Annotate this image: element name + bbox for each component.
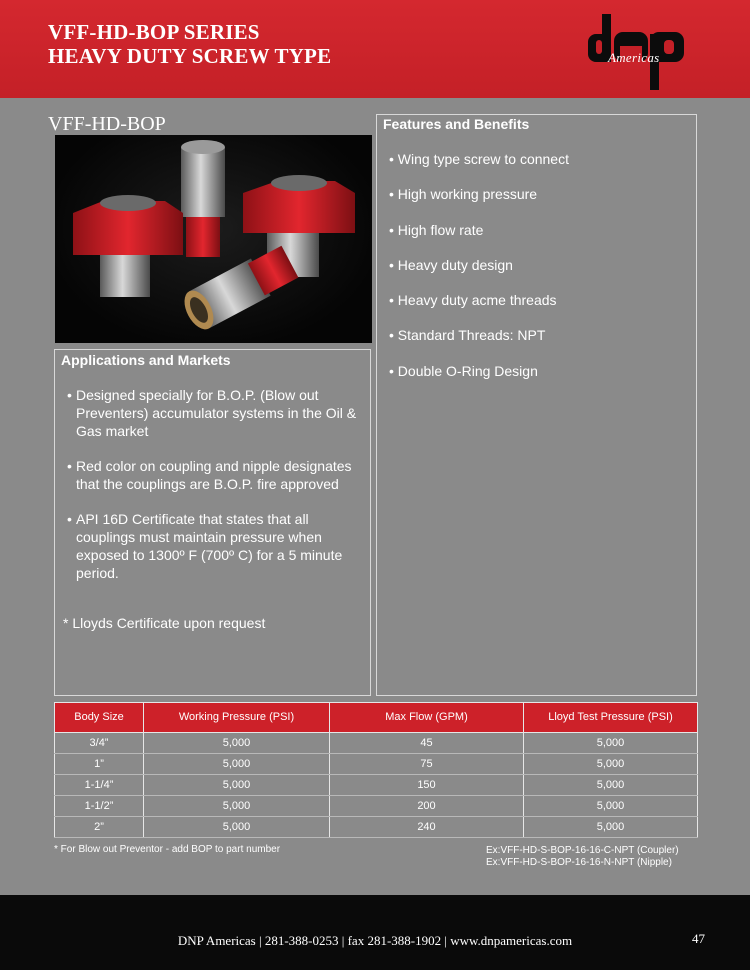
product-title: VFF-HD-BOP (48, 113, 166, 135)
series-title-line2: HEAVY DUTY SCREW TYPE (48, 44, 332, 68)
footer-contact: DNP Americas | 281-388-0253 | fax 281-388-1902 | www.dnpamericas.com (177, 933, 573, 948)
cell-body-size: 1-1/2” (55, 796, 144, 817)
table-row (55, 733, 698, 754)
application-text: Designed specially for B.O.P. (Blow out Preventers) accumulator systems in the Oil & Gas market (76, 387, 357, 439)
example-nipple: Ex:VFF-HD-S-BOP-16-16-N-NPT (Nipple) (486, 857, 672, 868)
dnp-americas-logo (584, 10, 696, 92)
cell-working-pressure: 5,000 (144, 754, 330, 775)
bullet-icon: • (67, 387, 72, 403)
cell-lloyd-pressure: 5,000 (524, 796, 698, 817)
cell-body-size: 1” (55, 754, 144, 775)
feature-item: • Heavy duty design (389, 256, 513, 273)
cell-body-size: 3/4” (55, 733, 144, 754)
cell-body-size: 2” (55, 817, 144, 838)
bullet-icon: • (67, 511, 72, 527)
logo-americas-text: Americas (608, 50, 660, 65)
col-header-body-size: Body Size (55, 703, 144, 733)
table-header-row (55, 703, 698, 733)
cell-working-pressure: 5,000 (144, 733, 330, 754)
cell-working-pressure: 5,000 (144, 796, 330, 817)
applications-heading: Applications and Markets (61, 352, 231, 368)
feature-item: • Heavy duty acme threads (389, 292, 557, 309)
cell-lloyd-pressure: 5,000 (524, 733, 698, 754)
spec-table (54, 702, 698, 838)
application-text: Red color on coupling and nipple designates that the couplings are B.O.P. fire approved (76, 458, 352, 492)
features-list (389, 151, 569, 398)
cell-max-flow: 150 (330, 775, 524, 796)
series-title (48, 20, 331, 68)
applications-box (54, 349, 371, 696)
table-row (55, 817, 698, 838)
application-item (67, 510, 369, 582)
cell-lloyd-pressure: 5,000 (524, 817, 698, 838)
cell-working-pressure: 5,000 (144, 817, 330, 838)
cell-max-flow: 45 (330, 733, 524, 754)
application-text: API 16D Certificate that states that all couplings must maintain pressure when exposed to 1300º F (700º C) for a 5 minute period. (76, 511, 343, 581)
features-heading: Features and Benefits (383, 116, 530, 132)
page-number: 47 (692, 931, 705, 946)
part-number-examples (486, 845, 679, 869)
bop-part-note: * For Blow out Preventor - add BOP to part number (54, 844, 281, 855)
application-item (67, 457, 369, 493)
applications-list (67, 386, 369, 599)
cell-max-flow: 200 (330, 796, 524, 817)
coupling-illustration (55, 135, 372, 343)
header-banner (0, 0, 750, 98)
footer-bar (0, 895, 750, 970)
col-header-lloyd-test-pressure: Lloyd Test Pressure (PSI) (524, 703, 698, 733)
feature-item: • High flow rate (389, 221, 484, 238)
cell-max-flow: 75 (330, 754, 524, 775)
cell-lloyd-pressure: 5,000 (524, 754, 698, 775)
table-row (55, 775, 698, 796)
col-header-max-flow: Max Flow (GPM) (330, 703, 524, 733)
series-title-line1: VFF-HD-BOP SERIES (48, 20, 260, 44)
cell-working-pressure: 5,000 (144, 775, 330, 796)
cell-body-size: 1-1/4” (55, 775, 144, 796)
feature-item: • Wing type screw to connect (389, 151, 569, 167)
feature-item: • Double O-Ring Design (389, 362, 538, 379)
feature-item: • Standard Threads: NPT (389, 327, 546, 344)
product-photo (55, 135, 372, 343)
col-header-working-pressure: Working Pressure (PSI) (144, 703, 330, 733)
example-coupler: Ex:VFF-HD-S-BOP-16-16-C-NPT (Coupler) (486, 845, 679, 856)
cell-max-flow: 240 (330, 817, 524, 838)
lloyds-note: * Lloyds Certificate upon request (63, 615, 266, 631)
feature-item: • High working pressure (389, 186, 538, 203)
table-row (55, 754, 698, 775)
features-box (376, 114, 697, 696)
application-item (67, 386, 369, 440)
bullet-icon: • (67, 458, 72, 474)
cell-lloyd-pressure: 5,000 (524, 775, 698, 796)
table-row (55, 796, 698, 817)
